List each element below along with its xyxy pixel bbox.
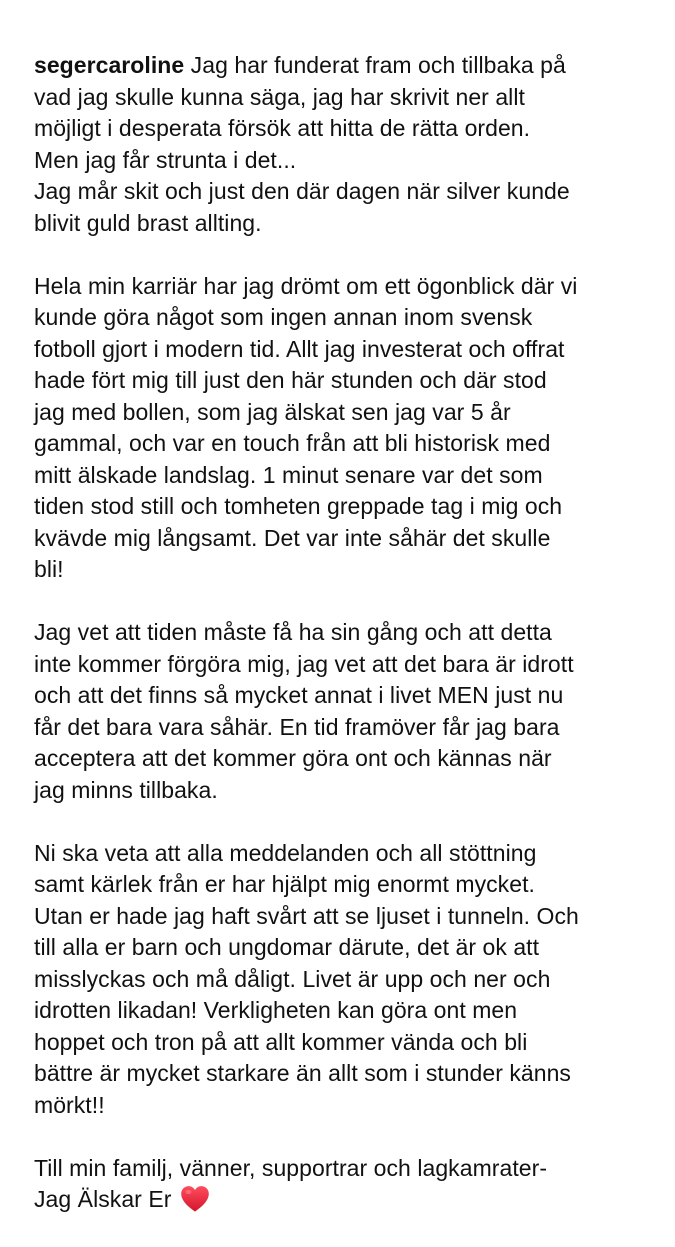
caption-line: Utan er hade jag haft svårt att se ljuset i tunneln. Och <box>34 902 579 929</box>
caption-line: möjligt i desperata försök att hitta de rätta orden. <box>34 115 531 141</box>
caption-paragraph-2 <box>34 271 659 586</box>
caption-line: jag med bollen, som jag älskat sen jag var 5 år <box>34 398 511 425</box>
caption-line: kunde göra något som ingen annan inom svensk <box>34 304 533 330</box>
caption-line: bättre är mycket starkare än allt som i stunder känns <box>34 1060 571 1086</box>
username-link[interactable]: segercaroline <box>34 52 185 78</box>
caption-paragraph-5 <box>34 1153 659 1216</box>
caption-line: vad jag skulle kunna säga, jag har skrivit ner allt <box>34 83 525 110</box>
caption-first-line <box>34 50 659 82</box>
caption-line: kvävde mig långsamt. Det var inte såhär det skulle <box>34 524 551 551</box>
caption-line: Hela min karriär har jag drömt om ett ögonblick där vi <box>34 272 578 299</box>
caption-line: till alla er barn och ungdomar därute, det är ok att <box>34 934 540 960</box>
caption-line: misslyckas och må dåligt. Livet är upp och ner och <box>34 965 551 992</box>
caption-line: Till min familj, vänner, supportrar och lagkamrater- <box>34 1154 548 1181</box>
caption-line: mörkt!! <box>34 1091 105 1118</box>
caption-line: idrotten likadan! Verkligheten kan göra ont men <box>34 997 518 1023</box>
caption-line: Jag vet att tiden måste få ha sin gång och att detta <box>34 619 552 645</box>
caption-line: Men jag får strunta i det... <box>34 146 297 173</box>
caption-line: gammal, och var en touch från att bli historisk med <box>34 430 551 456</box>
red-heart-icon <box>180 1185 210 1213</box>
caption-line: får det bara vara såhär. En tid framöver får jag bara <box>34 713 560 740</box>
caption-paragraph-1 <box>34 50 659 239</box>
caption-line: Ni ska veta att alla meddelanden och all stöttning <box>34 839 537 866</box>
caption-line: och att det finns så mycket annat i livet MEN just nu <box>34 682 564 708</box>
caption-line: Jag mår skit och just den där dagen när silver kunde <box>34 178 570 204</box>
post-caption <box>34 50 659 1247</box>
caption-text: Jag har funderat fram och tillbaka på <box>184 52 566 78</box>
caption-line: mitt älskade landslag. 1 minut senare var det som <box>34 461 543 488</box>
caption-paragraph-3 <box>34 617 659 806</box>
caption-line: hoppet och tron på att allt kommer vända och bli <box>34 1028 528 1055</box>
caption-line: inte kommer förgöra mig, jag vet att det bara är idrott <box>34 650 574 677</box>
caption-line: fotboll gjort i modern tid. Allt jag investerat och offrat <box>34 335 565 362</box>
caption-line: tiden stod still och tomheten greppade tag i mig och <box>34 493 563 519</box>
caption-line: samt kärlek från er har hjälpt mig enormt mycket. <box>34 871 535 897</box>
caption-paragraph-4 <box>34 838 659 1122</box>
caption-line: blivit guld brast allting. <box>34 209 262 236</box>
caption-line: hade fört mig till just den här stunden och där stod <box>34 367 547 393</box>
caption-line: acceptera att det kommer göra ont och kännas när <box>34 745 552 771</box>
caption-line: bli! <box>34 556 64 582</box>
caption-text: Jag Älskar Er <box>34 1186 172 1212</box>
caption-line: jag minns tillbaka. <box>34 776 218 803</box>
